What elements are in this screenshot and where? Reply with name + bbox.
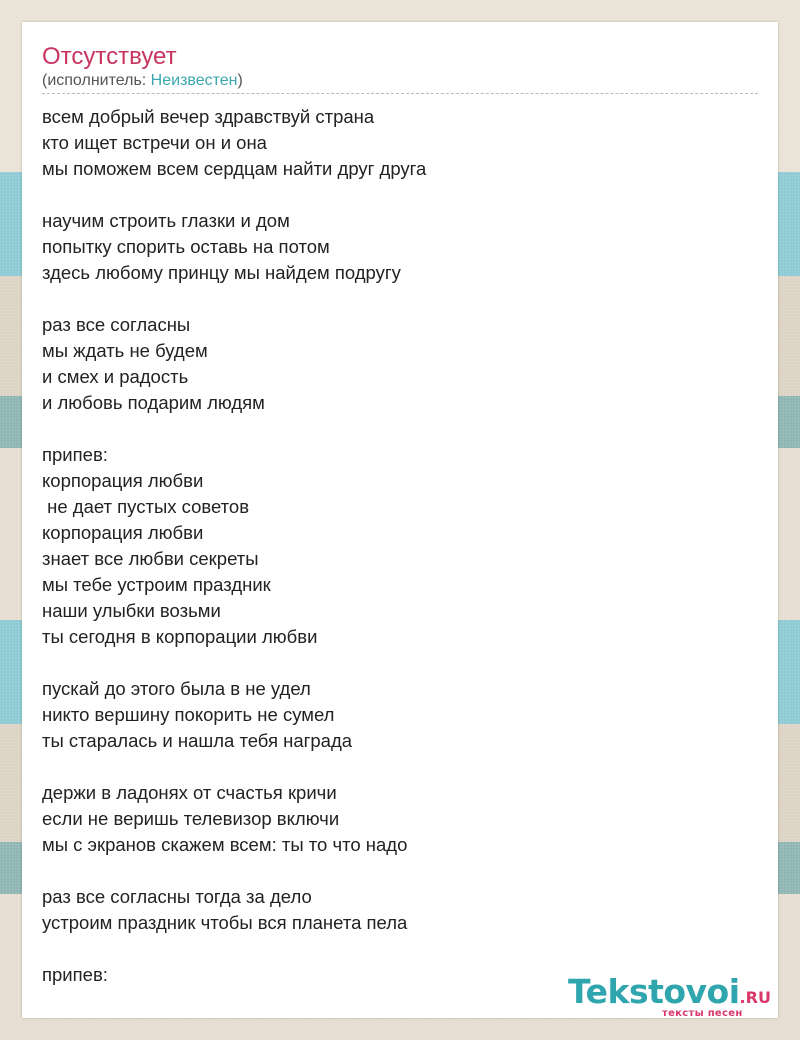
lyric-line: всем добрый вечер здравствуй страна (42, 106, 375, 127)
logo-domain: .RU (739, 988, 771, 1007)
lyric-blank-line (42, 286, 426, 312)
lyric-line: раз все согласны тогда за дело (42, 886, 312, 907)
lyric-line: припев: (42, 444, 108, 465)
title-divider (42, 93, 758, 94)
lyric-line: попытку спорить оставь на потом (42, 236, 330, 257)
artist-prefix: (исполнитель: (42, 72, 151, 89)
lyric-line: и любовь подарим людям (42, 392, 265, 413)
lyric-line: мы с экранов скажем всем: ты то что надо (42, 834, 408, 855)
lyric-line: не дает пустых советов (42, 496, 250, 517)
lyric-line: устроим праздник чтобы вся планета пела (42, 912, 408, 933)
lyric-line: знает все любви секреты (42, 548, 259, 569)
lyric-line: мы ждать не будем (42, 340, 208, 361)
lyric-line: корпорация любви (42, 470, 204, 491)
lyrics-card (22, 22, 778, 1018)
lyric-blank-line (42, 416, 426, 442)
artist-suffix: ) (237, 72, 243, 89)
lyric-blank-line (42, 650, 426, 676)
lyric-blank-line (42, 182, 426, 208)
lyric-line: кто ищет встречи он и она (42, 132, 267, 153)
lyric-line: научим строить глазки и дом (42, 210, 290, 231)
lyric-line: наши улыбки возьми (42, 600, 221, 621)
lyric-line: ты старалась и нашла тебя награда (42, 730, 353, 751)
logo-name: Tekstovoi (568, 972, 740, 1011)
lyric-line: припев: (42, 964, 108, 985)
lyric-line: и смех и радость (42, 366, 189, 387)
logo-tagline: тексты песен (662, 1008, 743, 1019)
lyric-line: мы поможем всем сердцам найти друг друга (42, 158, 427, 179)
lyric-line: ты сегодня в корпорации любви (42, 626, 318, 647)
lyric-blank-line (42, 754, 426, 780)
lyric-line: здесь любому принцу мы найдем подругу (42, 262, 401, 283)
lyric-blank-line (42, 936, 426, 962)
lyrics-text (42, 104, 426, 988)
lyric-blank-line (42, 858, 426, 884)
lyric-line: никто вершину покорить не сумел (42, 704, 335, 725)
lyric-line: мы тебе устроим праздник (42, 574, 271, 595)
song-title: Отсутствует (42, 43, 177, 70)
artist-line (42, 71, 243, 91)
lyric-line: раз все согласны (42, 314, 191, 335)
artist-link[interactable]: Неизвестен (150, 72, 238, 89)
lyric-line: пускай до этого была в не удел (42, 678, 311, 699)
lyric-line: если не веришь телевизор включи (42, 808, 340, 829)
lyric-line: держи в ладонях от счастья кричи (42, 782, 337, 803)
site-logo[interactable] (568, 972, 771, 1019)
lyric-line: корпорация любви (42, 522, 204, 543)
